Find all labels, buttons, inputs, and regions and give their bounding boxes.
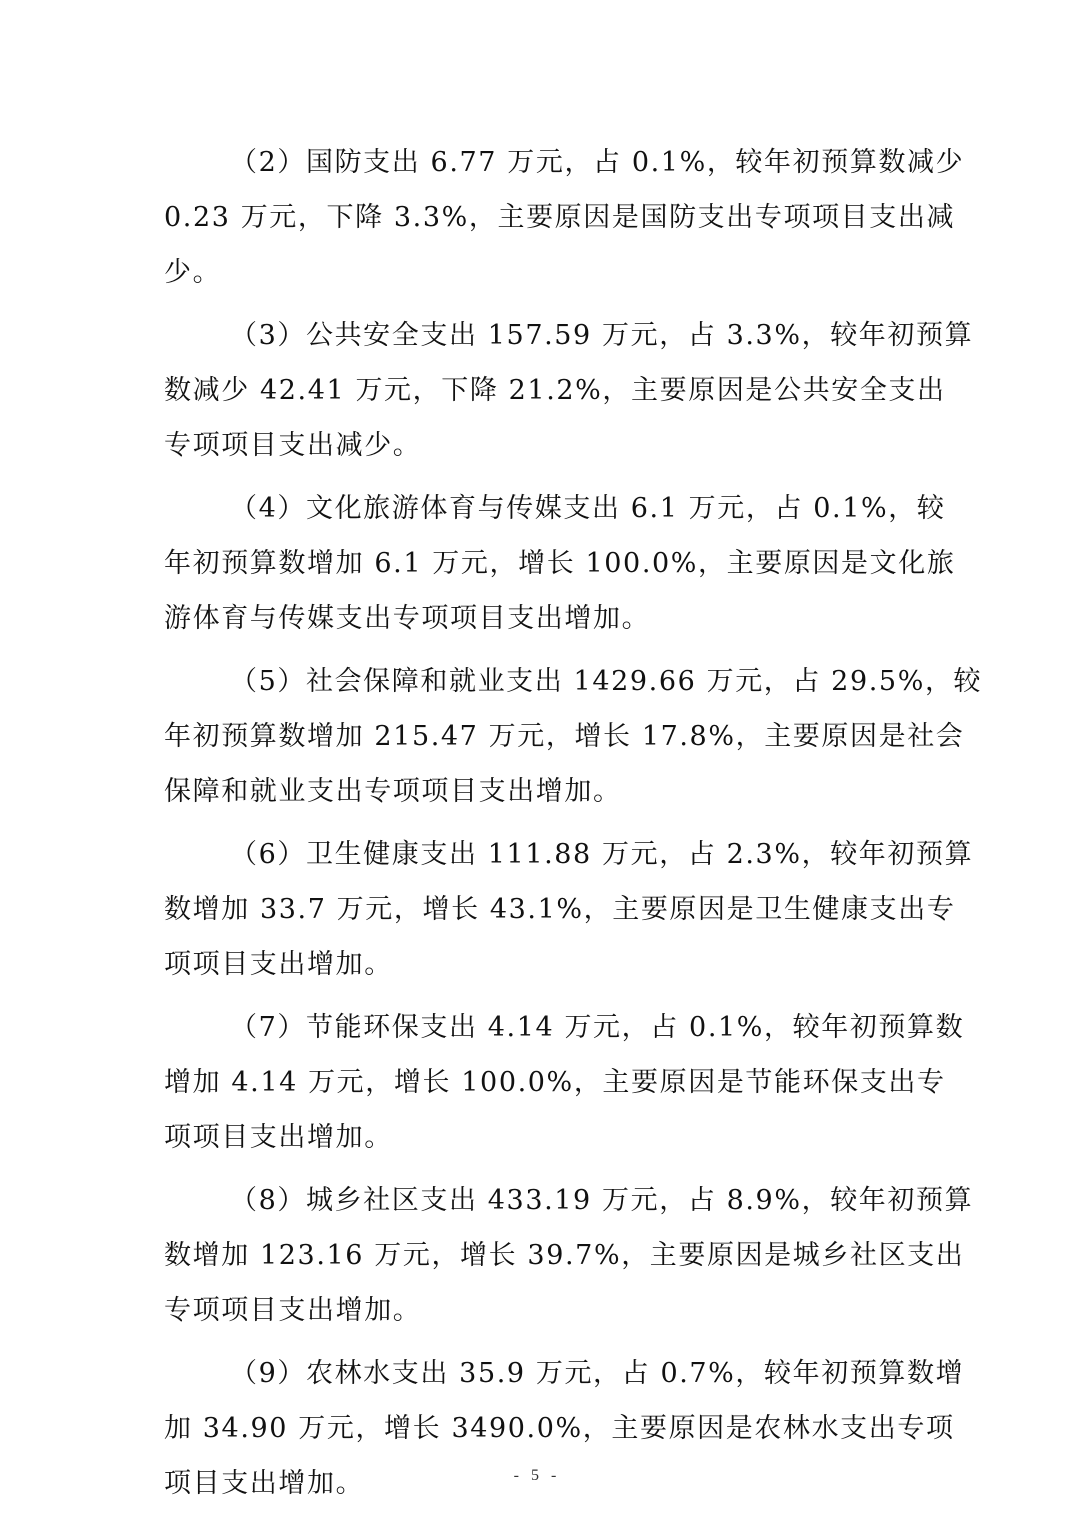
paragraph-health bbox=[164, 827, 974, 992]
paragraph-line: 年初预算数增加 6.1 万元，增长 100.0%，主要原因是文化旅 bbox=[164, 548, 956, 579]
paragraph-line: 专项项目支出增加。 bbox=[164, 1295, 422, 1326]
paragraph-line: （3）公共安全支出 157.59 万元，占 3.3%，较年初预算 bbox=[230, 320, 974, 351]
paragraph-energy-environment bbox=[164, 1000, 965, 1165]
paragraph-line: （6）卫生健康支出 111.88 万元，占 2.3%，较年初预算 bbox=[230, 839, 974, 870]
document-body bbox=[164, 135, 983, 1519]
paragraph-line: 少。 bbox=[164, 257, 222, 288]
paragraph-urban-rural-community bbox=[164, 1173, 974, 1338]
paragraph-line: 项项目支出增加。 bbox=[164, 949, 393, 980]
paragraph-line: 数增加 33.7 万元，增长 43.1%，主要原因是卫生健康支出专 bbox=[164, 894, 956, 925]
paragraph-line: 数减少 42.41 万元，下降 21.2%，主要原因是公共安全支出 bbox=[164, 375, 946, 406]
paragraph-line: （9）农林水支出 35.9 万元，占 0.7%，较年初预算数增 bbox=[230, 1358, 965, 1389]
paragraph-social-security-employment bbox=[164, 654, 983, 819]
paragraph-line: 项项目支出增加。 bbox=[164, 1122, 393, 1153]
paragraph-line: （4）文化旅游体育与传媒支出 6.1 万元，占 0.1%，较 bbox=[230, 493, 946, 524]
paragraph-line: 增加 4.14 万元，增长 100.0%，主要原因是节能环保支出专 bbox=[164, 1067, 946, 1098]
paragraph-line: 游体育与传媒支出专项项目支出增加。 bbox=[164, 603, 651, 634]
paragraph-line: 数增加 123.16 万元，增长 39.7%，主要原因是城乡社区支出 bbox=[164, 1240, 965, 1271]
paragraph-agriculture-forestry-water bbox=[164, 1346, 965, 1511]
paragraph-line: 项目支出增加。 bbox=[164, 1468, 365, 1499]
paragraph-line: （8）城乡社区支出 433.19 万元，占 8.9%，较年初预算 bbox=[230, 1185, 974, 1216]
paragraph-line: （2）国防支出 6.77 万元，占 0.1%，较年初预算数减少 bbox=[230, 147, 965, 178]
paragraph-public-security bbox=[164, 308, 974, 473]
paragraph-line: 专项项目支出减少。 bbox=[164, 430, 422, 461]
paragraph-line: （5）社会保障和就业支出 1429.66 万元，占 29.5%，较 bbox=[230, 666, 983, 697]
paragraph-line: 0.23 万元，下降 3.3%，主要原因是国防支出专项项目支出减 bbox=[164, 202, 956, 233]
paragraph-culture-tourism-sports-media bbox=[164, 481, 956, 646]
paragraph-line: 加 34.90 万元，增长 3490.0%，主要原因是农林水支出专项 bbox=[164, 1413, 955, 1444]
paragraph-national-defense bbox=[164, 135, 965, 300]
paragraph-line: 年初预算数增加 215.47 万元，增长 17.8%，主要原因是社会 bbox=[164, 721, 965, 752]
paragraph-line: （7）节能环保支出 4.14 万元，占 0.1%，较年初预算数 bbox=[230, 1012, 965, 1043]
paragraph-line: 保障和就业支出专项项目支出增加。 bbox=[164, 776, 622, 807]
page-number: - 5 - bbox=[513, 1467, 561, 1484]
